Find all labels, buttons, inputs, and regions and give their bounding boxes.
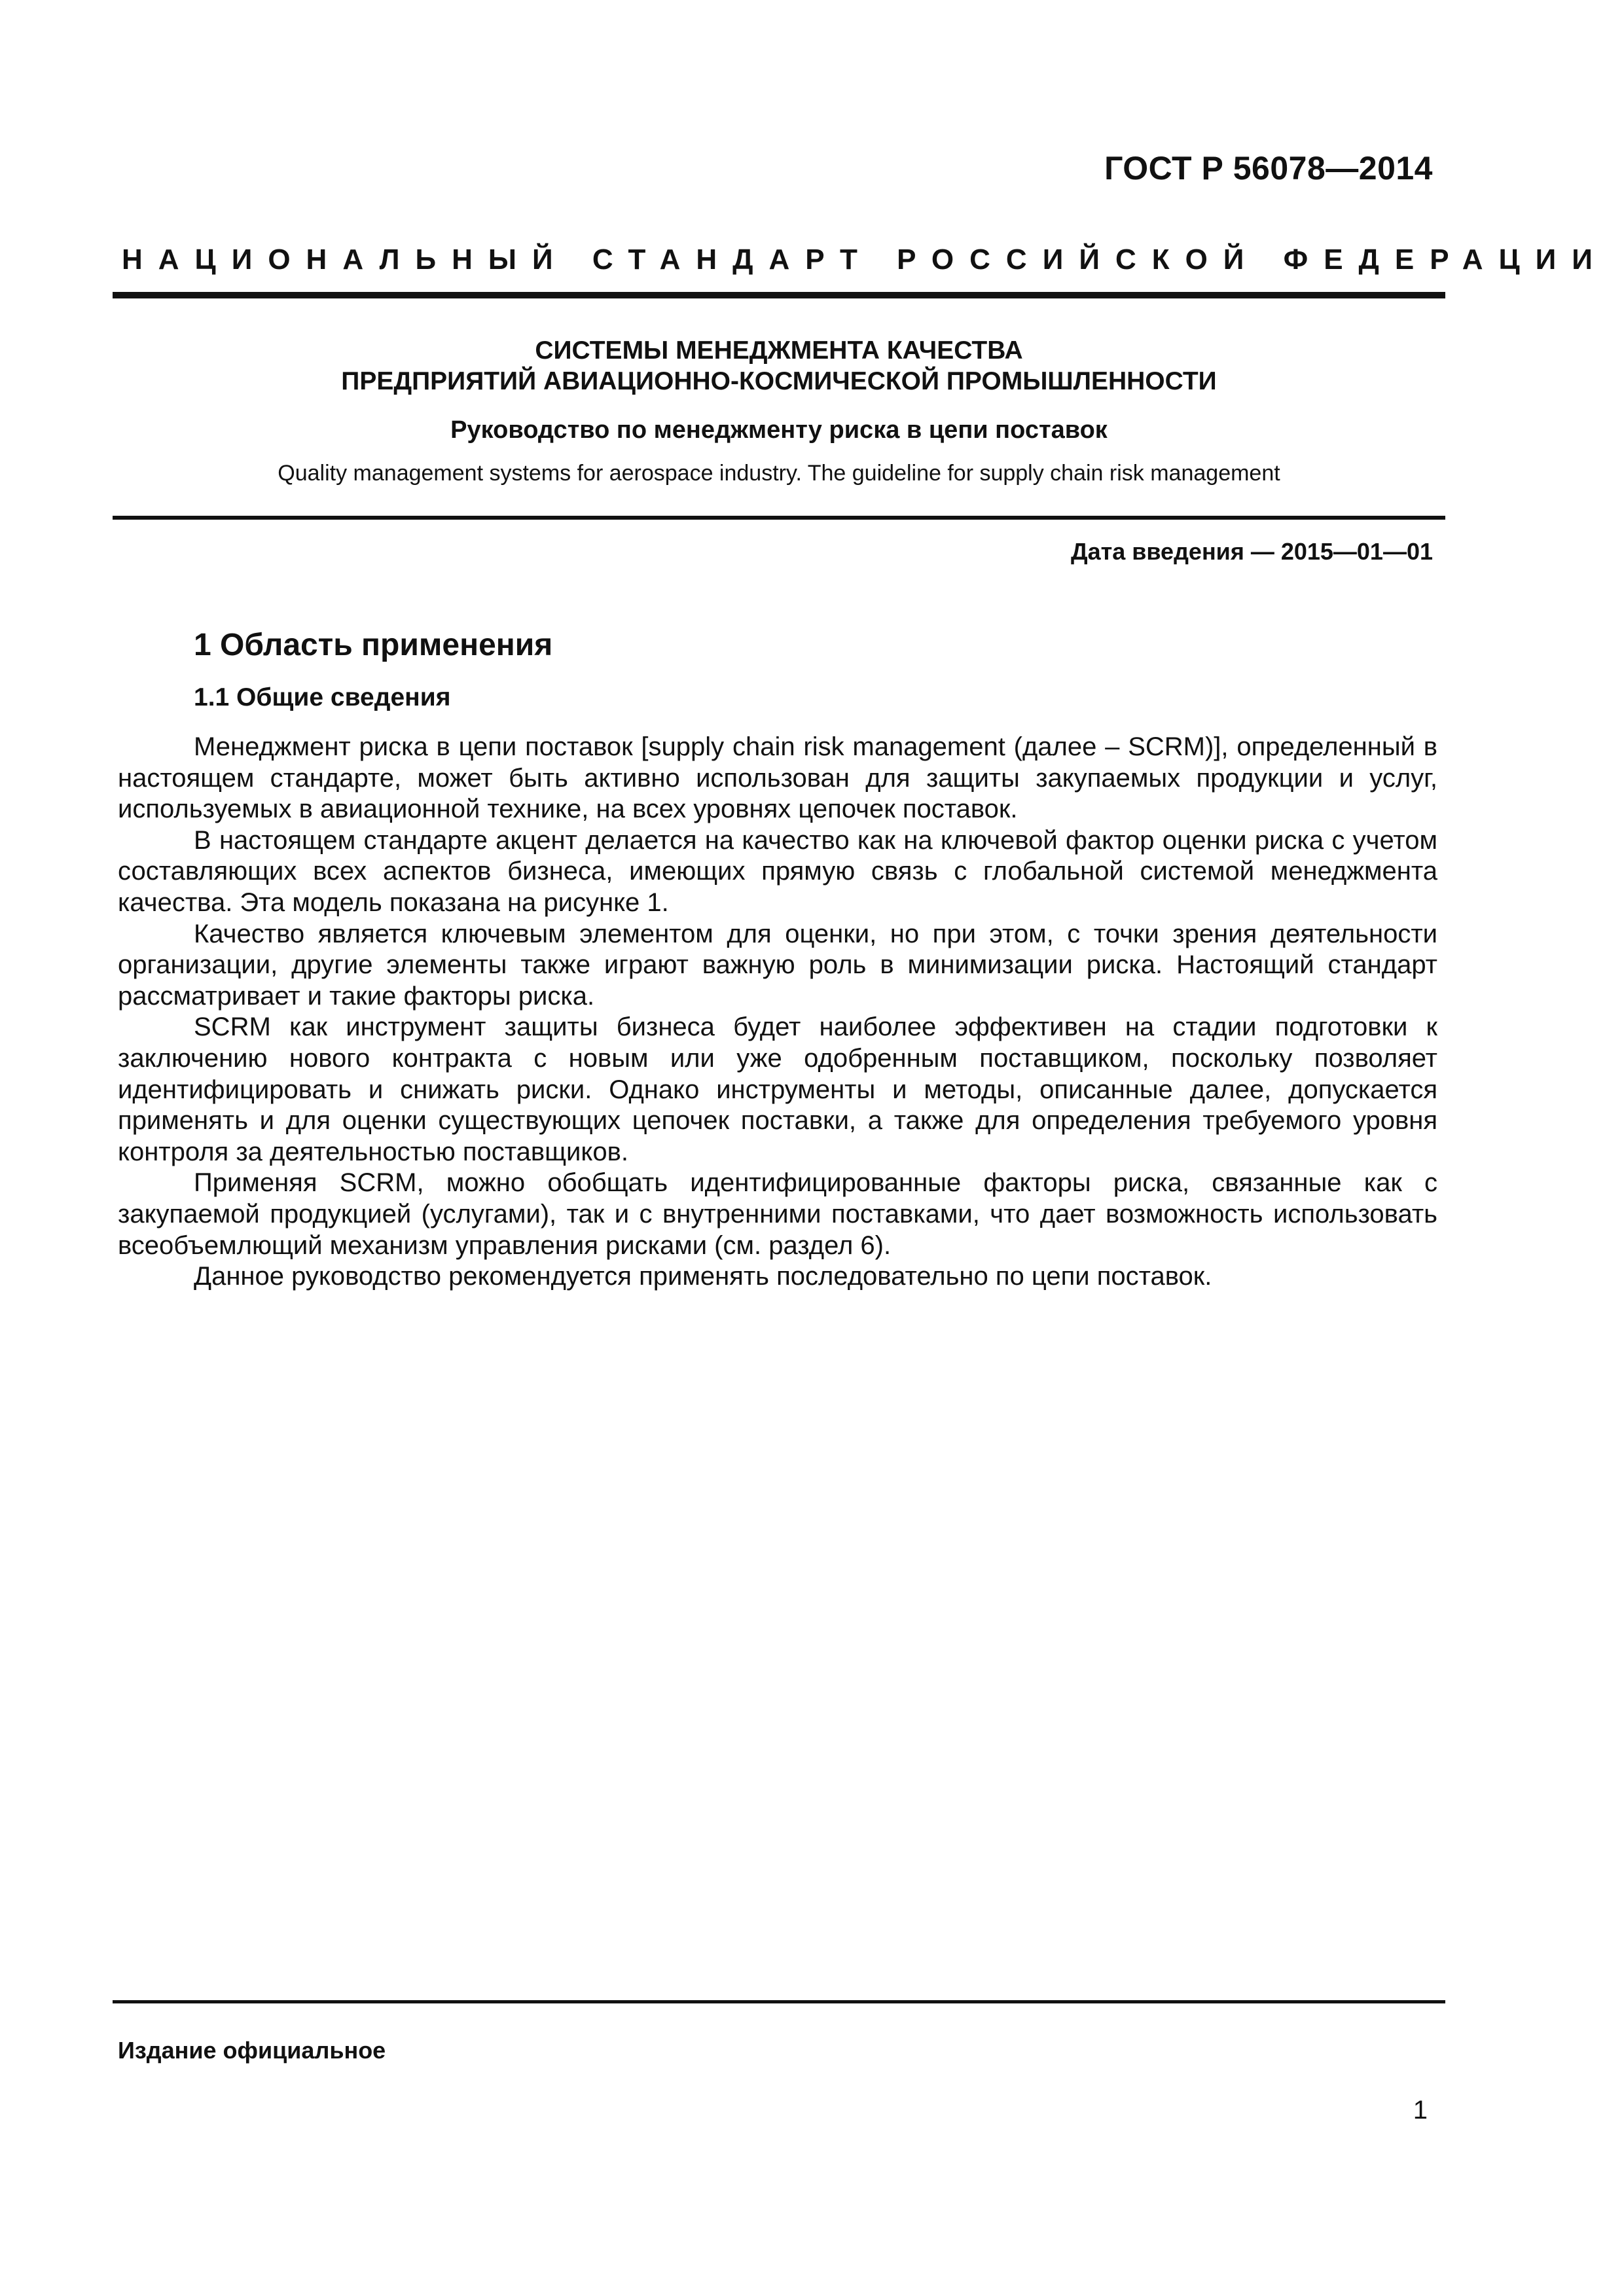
title-block [113, 335, 1445, 487]
footer-divider [113, 2000, 1445, 2003]
section-title: 1 Область применения [194, 628, 553, 662]
national-standard-header: НАЦИОНАЛЬНЫЙ СТАНДАРТ РОССИЙСКОЙ ФЕДЕРАЦИИ [122, 243, 1608, 276]
paragraph: Данное руководство рекомендуется применять последовательно по цепи поставок. [194, 1262, 1212, 1291]
paragraph: В настоящем стандарте акцент делается на качество как на ключевой фактор оценки риска с учетом составляющих всех аспектов бизнеса, имеющих прямую связь с глобальной системой менеджмента качества. Эта модель показана на рисунке 1. [118, 825, 1437, 917]
paragraph: Применяя SCRM, можно обобщать идентифицированные факторы риска, связанные как с закупаемой продукцией (услугами), так и с внутренними поставками, что дает возможность использовать всеобъемлющий механизм управления рисками (см. раздел 6). [118, 1168, 1437, 1260]
subsection-title: 1.1 Общие сведения [194, 683, 451, 711]
document-subtitle: Руководство по менеджменту риска в цепи поставок [450, 416, 1108, 444]
introduction-date: Дата введения — 2015—01—01 [1070, 538, 1433, 565]
paragraph: Качество является ключевым элементом для оценки, но при этом, с точки зрения деятельности организации, другие элементы также играют важную роль в минимизации риска. Настоящий стандарт рассматривает и такие факторы риска. [118, 919, 1437, 1011]
standard-number: ГОСТ Р 56078—2014 [1104, 150, 1433, 187]
header-divider [113, 292, 1445, 298]
english-title: Quality management systems for aerospace industry. The guideline for supply chain risk management [278, 461, 1280, 486]
page-number: 1 [1413, 2096, 1428, 2125]
body-text [118, 732, 1437, 1293]
edition-label: Издание официальное [118, 2037, 386, 2064]
paragraph: Менеджмент риска в цепи поставок [supply chain risk management (далее – SCRM)], определенный в настоящем стандарте, может быть активно использован для защиты закупаемых продукции и услуг, используемых в авиационной технике, на всех уровнях цепочек поставок. [118, 732, 1437, 824]
title-line-1: СИСТЕМЫ МЕНЕДЖМЕНТА КАЧЕСТВА [535, 336, 1023, 365]
paragraph: SCRM как инструмент защиты бизнеса будет наиболее эффективен на стадии подготовки к заключению нового контракта с новым или уже одобренным поставщиком, поскольку позволяет идентифицировать и снижать риски. Однако инструменты и методы, описанные далее, допускается применять и для оценки существующих цепочек поставки, а также для определения требуемого уровня контроля за деятельностью поставщиков. [118, 1013, 1437, 1166]
title-divider [113, 516, 1445, 520]
title-line-2: ПРЕДПРИЯТИЙ АВИАЦИОННО-КОСМИЧЕСКОЙ ПРОМЫШЛЕННОСТИ [341, 367, 1217, 395]
